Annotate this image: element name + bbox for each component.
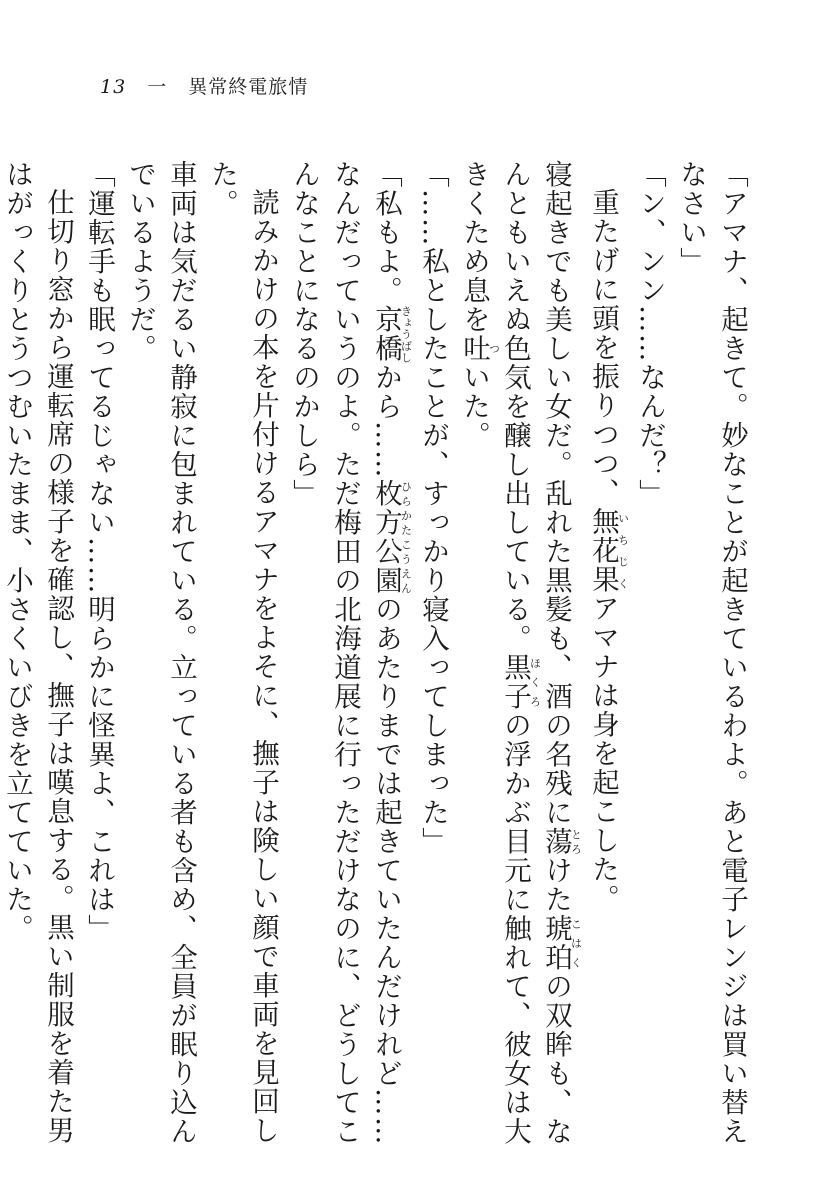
text-run: いた。 [458,363,490,450]
text-run: 「アマナ、起きて。妙なことが起きているわよ。あと電子レンジは買い替えなさい」 [675,160,748,1146]
paragraph [0,160,78,1150]
ruby-base: 吐 [458,334,490,363]
text-run: 「ン、ンン……なんだ？」 [634,160,666,508]
text-run: 仕切り窓から運転席の様子を確認し、撫子は嘆息する。黒い制服を着た男はがっくりとうつむいたまま、小さくいびきを立てていた。 [1,160,74,1145]
ruby-base: 京橋 [370,305,402,363]
body-text [1,160,752,1150]
ruby-reading: とろ [569,827,583,856]
ruby-base: 琥珀 [540,914,572,972]
paragraph [78,160,119,1150]
ruby-annotation [499,653,542,711]
text-run: 「運転手も眠ってるじゃない……明らかに怪異よ、これは」 [83,160,115,943]
ruby-annotation [458,334,501,363]
text-run: のあたりまでは起きていたんだけれど……なんだっていうのよ。ただ梅田の北海道展に行っただけなのに、どうしてこんなことになるのかしら」 [288,160,402,1146]
paragraph [629,160,670,1150]
ruby-reading: つ [487,334,501,363]
chapter-title: 異常終電旅情 [188,76,309,98]
ruby-base: 蕩 [540,827,572,856]
text-run: アマナは身を起こした。 [587,593,619,913]
paragraph [582,160,629,1150]
ruby-base: 枚方公園 [370,479,402,595]
ruby-reading: こはく [569,914,583,972]
paragraph [283,160,412,1150]
ruby-base: 黒子 [499,653,531,711]
text-run: 「……私としたことが、すっかり寝入ってしまった」 [417,160,449,856]
text-run: 寝起きでも美しい女だ。乱れた黒髪も、酒の名残に [540,160,572,827]
text-run: から…… [370,363,402,479]
paragraph [453,160,582,1150]
ruby-base: 無花果 [587,506,619,594]
text-run: 「私もよ。 [370,160,402,305]
text-run: 車両は気だるい静寂に包まれている。立っている者も含め、全員が眠り込んでいるようだ。 [124,160,197,1146]
running-header [100,72,308,99]
text-run: の双眸も、なんともいえぬ色気を醸し出している。 [499,160,572,1146]
header-separator: 一 [147,76,168,98]
text-run: の浮かぶ目元に触れて、彼女は大きくため息を [458,160,531,1146]
ruby-reading: いちじく [616,506,630,594]
paragraph [412,160,453,1150]
text-run: けた [540,856,572,914]
ruby-annotation [540,914,583,972]
paragraph [119,160,201,1150]
ruby-reading: ほくろ [528,653,542,711]
text-run: 重たげに頭を振りつつ、 [587,187,619,507]
text-run: 読みかけの本を片付けるアマナをよそに、撫子は険しい顔で車両を見回した。 [206,160,279,1145]
ruby-annotation [370,479,413,595]
ruby-annotation [540,827,583,856]
ruby-annotation [587,506,630,594]
ruby-reading: ひらかたこうえん [399,479,413,595]
paragraph [670,160,752,1150]
ruby-reading: きょうばし [399,305,413,363]
paragraph [201,160,283,1150]
ruby-annotation [370,305,413,363]
page-number: 13 [100,76,127,98]
